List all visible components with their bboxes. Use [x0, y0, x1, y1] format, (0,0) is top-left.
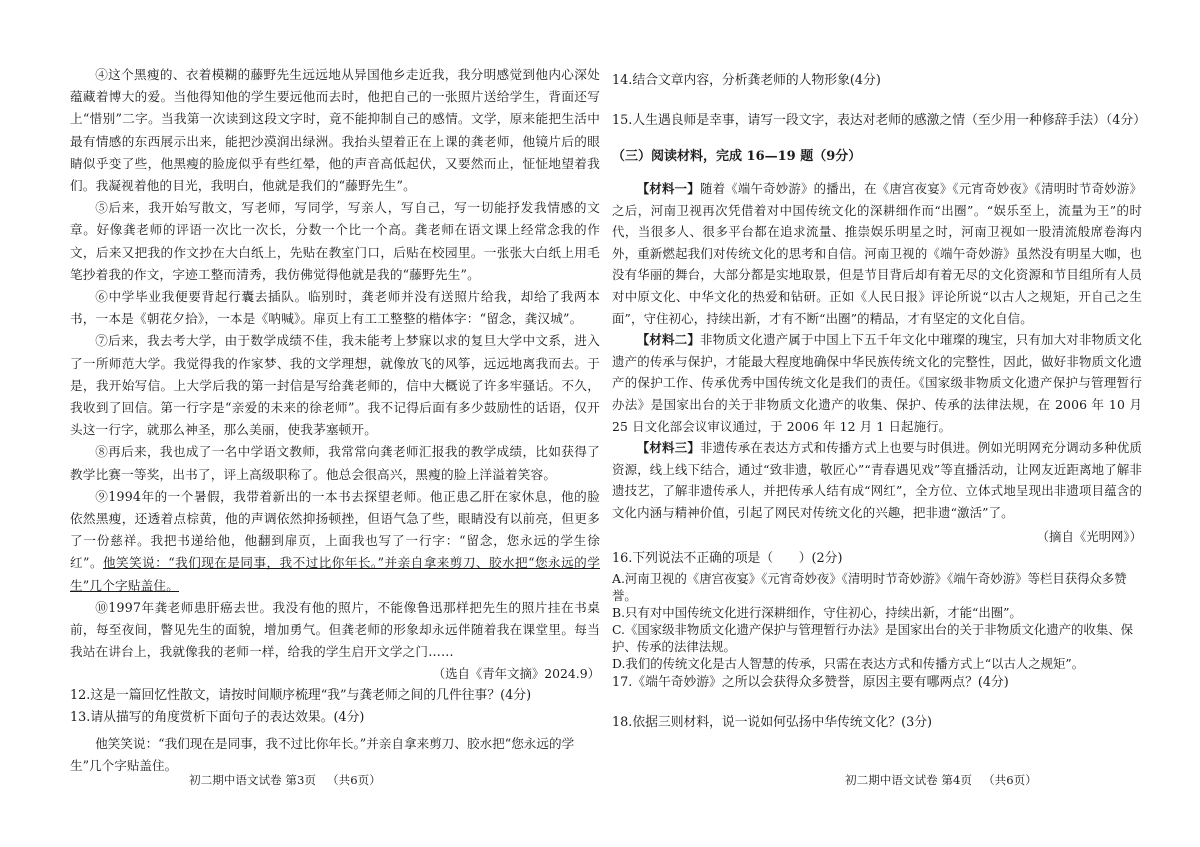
question-13-quote: 他笑笑说：“我们现在是同事，我不过比你年长。”并亲自拿来剪刀、胶水把“您永远的学生”几个字贴盖住。	[70, 736, 575, 774]
material-3-head: 【材料三】	[636, 440, 700, 456]
material-3-text: 非遗传承在表达方式和传播方式上也要与时俱进。例如光明网充分调动多种优质资源，线上线下结合，通过“致非遗，敬匠心”“青春遇见戏”等直播活动，让网友近距离地了解非遗技艺，了解非遗传承人，并把传承人结有成“网红”，全方位、立体式地呈现出非遗项目蕴含的文化内涵与精神价值，引起了网民对传统文化的兴趣，把非遗“激活”了。	[612, 440, 1143, 520]
paragraph-7: ⑦后来，我去考大学，由于数学成绩不佳，我未能考上梦寐以求的复旦大学中文系，进入了一所师范大学。我觉得我的作家梦、我的文学理想，就像放飞的风筝，远远地离我而去。于是，我开始写信。上大学后我的第一封信是写给龚老师的，信中大概说了许多牢骚话。不久，我收到了回信。第一行字是“亲爱的未来的徐老师”。我不记得后面有多少鼓励性的话语，仅开头这一行字，就那么神圣，那么美丽，使我茅塞顿开。	[70, 333, 600, 438]
material-1-head: 【材料一】	[636, 181, 700, 196]
left-page-footer: 初二期中语文试卷 第3页 （共6页）	[189, 773, 381, 787]
paragraph-9	[70, 486, 600, 597]
article-source: （选自《青年文摘》2024.9）	[432, 666, 600, 682]
question-13: 13.请从描写的角度赏析下面句子的表达效果。(4分)	[70, 710, 365, 726]
section-3-title: （三）阅读材料，完成 16—19 题（9分）	[612, 149, 862, 164]
paragraph-9-text: ⑨1994年的一个暑假，我带着新出的一本书去探望老师。他正患乙肝在家休息，他的脸依然黑瘦，还透着点棕黄，他的声调依然抑扬顿挫，但语气急了些，眼睛没有以前亮，但更多了一份慈祥。我把书递给他，他翻到扉页，上面我也写了一行字：“留念，您永远的学生徐红”。	[70, 488, 600, 571]
question-17: 17.《端午奇妙游》之所以会获得众多赞誉，原因主要有哪两点？(4分)	[612, 674, 1009, 690]
question-15: 15.人生遇良师是幸事，请写一段文字，表达对老师的感激之情（至少用一种修辞手法）（4分）	[612, 113, 1146, 128]
material-2	[612, 329, 1142, 437]
left-page	[70, 64, 600, 777]
paragraph-4: ④这个黑瘦的、衣着模糊的藤野先生远远地从异国他乡走近我，我分明感觉到他内心深处蕴藏着博大的爱。当他得知他的学生要远他而去时，他把自己的一张照片送给学生，背面还写上“惜别”二字。当我第一次读到这段文字时，竟不能抑制自己的感情。文学，原来能把生活中最有情感的东西展示出来，能把沙漠润出绿洲。我抬头望着正在上课的龚老师，他镜片后的眼睛似乎变了些，他黑瘦的脸庞似乎有些红晕，他的声音高低起伏，又要然而止，怔怔地望着我们。我凝视着他的目光，我明白，他就是我们的“藤野先生”。	[70, 67, 600, 194]
question-16-option-a: A.河南卫视的《唐宫夜宴》《元宵奇妙夜》《清明时节奇妙游》《端午奇妙游》等栏目获得众多赞誉。	[612, 570, 1127, 603]
question-16-option-b: B.只有对中国传统文化进行深耕细作，守住初心，持续出新，才能“出圈”。	[612, 604, 1022, 620]
paragraph-6: ⑥中学毕业我便要背起行囊去插队。临别时，龚老师并没有送照片给我，却给了我两本书，一本是《朝花夕拾》，一本是《呐喊》。扉页上有工工整整的楷体字：“留念，龚汉城”。	[70, 289, 600, 327]
material-2-head: 【材料二】	[636, 332, 700, 348]
material-3	[612, 437, 1142, 523]
material-source: （摘自《光明网》）	[1036, 528, 1142, 544]
material-1-text: 随着《端午奇妙游》的播出，在《唐宫夜宴》《元宵奇妙夜》《清明时节奇妙游》之后，河南卫视再次凭借着对中国传统文化的深耕细作而“出圈”。“娱乐至上，流量为王”的时代，当很多人、很多平台都在追求流量、推崇娱乐明星之时，河南卫视如一股清流般席卷海内外，重新燃起我们对传统文化的思考和自信。河南卫视的《端午奇妙游》虽然没有明星大咖，也没有华丽的舞台，大部分都是实地取景，但是节目背后却有着无尽的文化资源和节目组所有人员对中原文化、中华文化的热爱和钻研。正如《人民日报》评论所说“以古人之规矩，开自己之生面”，守住初心，持续出新，才有不断“出圈”的精品，才有坚定的文化自信。	[612, 181, 1143, 326]
question-18: 18.依据三则材料，说一说如何弘扬中华传统文化？(3分)	[612, 714, 933, 730]
question-16: 16.下列说法不正确的项是（ ）(2分)	[612, 550, 843, 566]
right-page-footer: 初二期中语文试卷 第4页 （共6页）	[845, 773, 1037, 787]
question-16-option-c: C.《国家级非物质文化遗产保护与管理暂行办法》是国家出台的关于非物质文化遗产的收集、保护、传承的法律法规。	[612, 621, 1133, 654]
material-2-text: 非物质文化遗产属于中国上下五千年文化中璀璨的瑰宝，只有加大对非物质文化遗产的传承与保护，才能最大程度地确保中华民族传统文化的完整性，因此，做好非物质文化遗产的保护工作、传承优秀中国传统文化是我们的责任。《国家级非物质文化遗产保护与管理暂行办法》是国家出台的关于非物质文化遗产的收集、保护、传承的法律法规，在 2006 年 10 月 25 日文化部会议审议通过，于 2006 年 12 月 1 日起施行。	[612, 332, 1143, 434]
paragraph-9-underlined: 他笑笑说：“我们现在是同事，我不过比你年长。”并亲自拿来剪刀、胶水把“您永远的学生”几个字贴盖住。	[70, 555, 600, 593]
paragraph-8: ⑧再后来，我也成了一名中学语文教师，我常常向龚老师汇报我的教学成绩，比如获得了教学比赛一等奖，出书了，评上高级职称了。他总会很高兴，黑瘦的脸上洋溢着笑容。	[70, 444, 600, 482]
paragraph-10: ⑩1997年龚老师患肝癌去世。我没有他的照片，不能像鲁迅那样把先生的照片挂在书桌前，每至夜间，瞥见先生的面貌，增加勇气。但龚老师的形象却永远伴随着我在课堂里。每当我站在讲台上，我就像我的老师一样，给我的学生启开文学之门……	[70, 599, 600, 660]
question-14: 14.结合文章内容，分析龚老师的人物形象(4分)	[612, 73, 881, 88]
paragraph-5: ⑤后来，我开始写散文，写老师，写同学，写亲人，写自己，写一切能抒发我情感的文章。好像龚老师的评语一次比一次长，分数一个比一个高。龚老师在语文课上经常念我的作文，后来又把我的作文抄在大白纸上，先贴在教室门口，后贴在校园里。一张张大白纸上用毛笔抄着我的作文，字迹工整而清秀，我仿佛觉得他就是我的“藤野先生”。	[70, 200, 600, 282]
right-page	[612, 70, 1146, 734]
question-12: 12.这是一篇回忆性散文，请按时间顺序梳理“我”与龚老师之间的几件往事？(4分)	[70, 688, 532, 704]
material-1	[612, 178, 1142, 329]
question-16-option-d: D.我们的传统文化是古人智慧的传承，只需在表达方式和传播方式上“以古人之规矩”。	[612, 655, 1085, 671]
